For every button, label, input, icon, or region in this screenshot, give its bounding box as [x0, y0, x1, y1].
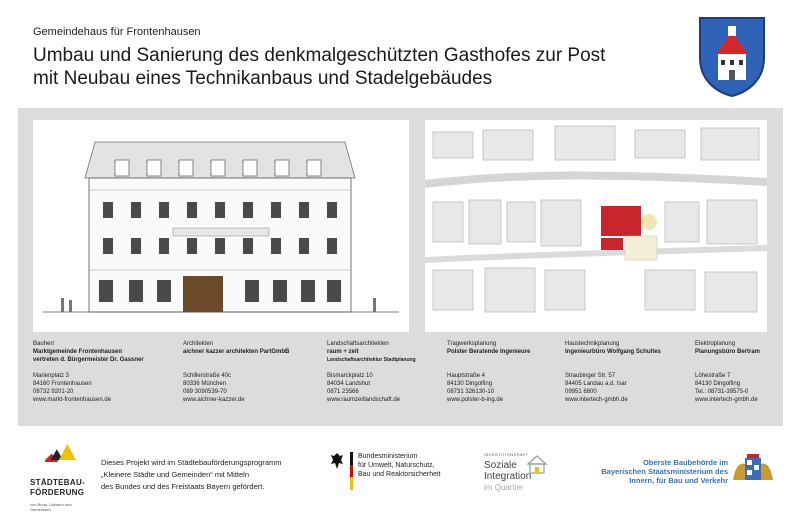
contact-elektro [695, 340, 760, 404]
contact-role: Landschaftsarchitekten [327, 341, 389, 347]
contact-landschaft [327, 340, 416, 404]
contact-bauherr [33, 340, 144, 404]
contact-role: Haustechnikplanung [565, 341, 620, 347]
contact-city: 94405 Landau a.d. Isar [565, 381, 627, 387]
staedtebau-line-2: FÖRDERUNG [30, 488, 85, 497]
site-plan-image [425, 120, 767, 332]
staedtebau-subtext: von Bund, Ländern und Gemeinden [30, 502, 72, 512]
funding-statement [101, 457, 321, 493]
contact-haustechnik [565, 340, 661, 404]
contact-phone: Tel.: 08731-39575-0 [695, 389, 749, 395]
coat-of-arms-icon [696, 14, 768, 98]
contact-name-2 [565, 356, 661, 364]
contact-web: www.intertech-gmbh.de [695, 397, 758, 403]
contact-web: www.aichner-kazzer.de [183, 397, 245, 403]
header-subtitle: Gemeindehaus für Frontenhausen [33, 26, 201, 38]
contact-architekten [183, 340, 289, 404]
contact-street: Schillerstraße 40c [183, 373, 232, 379]
contact-name: Planungsbüro Bertram [695, 349, 761, 355]
contact-role: Tragwerksplanung [447, 341, 497, 347]
contact-street: Straubinger Str. 57 [565, 373, 616, 379]
investitionspakt-label: INVESTITIONSPAKT [484, 452, 529, 457]
contact-name-2 [183, 356, 289, 364]
title-line-1: Umbau und Sanierung des denkmalgeschützten Gasthofes zur Post [33, 45, 606, 66]
contact-phone: 09951 6800 [565, 389, 597, 395]
oberste-baubehoerde-label [566, 458, 728, 485]
staedtebau-line-1: STÄDTEBAU- [30, 478, 85, 487]
contact-city: 84130 Dingolfing [447, 381, 493, 387]
contact-phone: 08732 9201-20 [33, 389, 74, 395]
contact-city: 84160 Frontenhausen [33, 381, 92, 387]
ob-line-3: Innern, für Bau und Verkehr [629, 476, 728, 485]
ob-line-1: Oberste Baubehörde im [642, 458, 728, 467]
si-line-2: Integration [484, 471, 532, 482]
contact-name-2: vertreten d. Bürgermeister Dr. Gassner [33, 357, 144, 363]
contact-street: Hauptstraße 4 [447, 373, 486, 379]
bm-line-1: Bundesministerium [358, 453, 418, 460]
soziale-integration-label [484, 460, 531, 493]
contact-name: Ingenieurbüro Wolfgang Schultes [565, 349, 661, 355]
federal-eagle-icon [330, 452, 344, 470]
contact-web: www.polster-b-ing.de [447, 397, 504, 403]
staedtebau-label [30, 478, 85, 498]
si-line-3: im Quartier [484, 483, 524, 492]
contact-city: 84130 Dingolfing [695, 381, 741, 387]
contact-phone: 08731 326130-10 [447, 389, 495, 395]
german-flag-bar-icon [350, 452, 353, 490]
contact-street: Löhestraße 7 [695, 373, 731, 379]
staedtebaufoerderung-logo-icon [30, 444, 90, 478]
contact-name-2 [695, 356, 760, 364]
contact-name: Marktgemeinde Frontenhausen [33, 349, 123, 355]
contact-role: Architekten [183, 341, 214, 347]
contact-web: www.intertech-gmbh.de [565, 397, 628, 403]
bavarian-coat-of-arms-icon [731, 454, 775, 486]
ob-line-2: Bayerischen Staatsministerium des [601, 467, 728, 476]
contact-name-2: Landschaftsarchitektur Stadtplanung [327, 357, 416, 363]
contact-tragwerk [447, 340, 530, 404]
contact-city: 80336 München [183, 381, 227, 387]
contact-street: Marienplatz 3 [33, 373, 70, 379]
contact-city: 84034 Landshut [327, 381, 371, 387]
si-line-1: Soziale [484, 460, 517, 471]
facade-elevation-image [33, 120, 409, 332]
contact-web: www.markt-frontenhausen.de [33, 397, 112, 403]
contact-name: aichner kazzer architekten PartGmbB [183, 349, 290, 355]
house-outline-icon [526, 454, 548, 474]
title-line-2: mit Neubau eines Technikanbaus und Stadelgebäudes [33, 68, 493, 89]
contact-role: Elektroplanung [695, 341, 736, 347]
contact-name-2 [447, 356, 530, 364]
funding-line-2: „Kleinere Städte und Gemeinden“ mit Mitteln [101, 470, 249, 479]
contact-street: Bismarckplatz 10 [327, 373, 373, 379]
contact-name: raum + zeit [327, 349, 359, 355]
contact-role: Bauherr [33, 341, 55, 347]
funding-line-1: Dieses Projekt wird im Städtebauförderungsprogramm [101, 458, 282, 467]
contact-phone: 0871 23566 [327, 389, 359, 395]
page-title [33, 44, 673, 90]
funding-line-3: des Bundes und des Freistaats Bayern gefördert. [101, 482, 265, 491]
contact-phone: 089 3090539-70 [183, 389, 227, 395]
bm-line-3: Bau und Reaktorsicherheit [358, 471, 441, 478]
contact-name: Polster Beratende Ingenieure [447, 349, 531, 355]
bm-line-2: für Umwelt, Naturschutz, [358, 462, 435, 469]
contact-web: www.raumzeitlandschaft.de [327, 397, 401, 403]
bundesministerium-label [358, 452, 441, 479]
